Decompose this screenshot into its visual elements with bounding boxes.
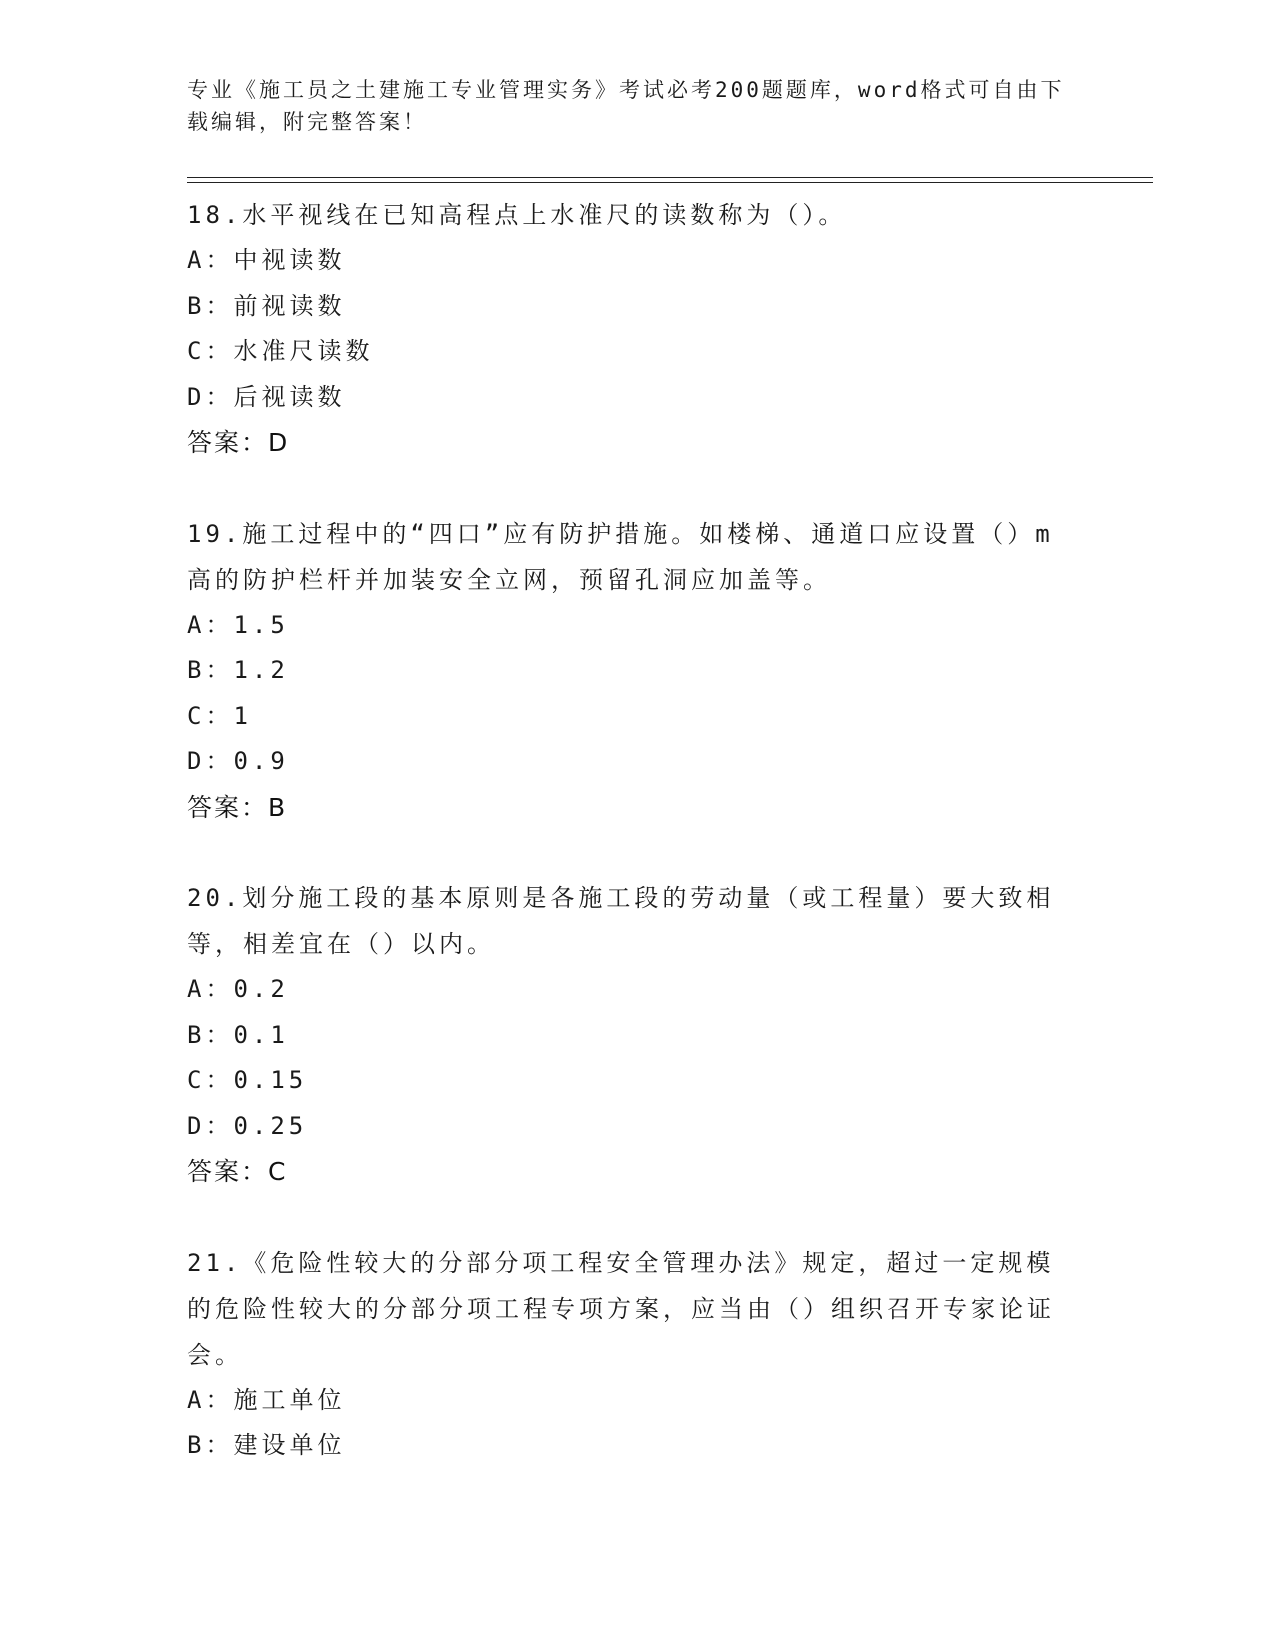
question-list (187, 192, 1067, 1514)
question-19 (187, 511, 1067, 831)
question-stem: 19.施工过程中的“四口”应有防护措施。如楼梯、通道口应设置（）m高的防护栏杆并加装安全立网，预留孔洞应加盖等。 (187, 519, 1054, 594)
question-18 (187, 192, 1067, 466)
option-a: A：1.5 (187, 610, 289, 639)
option-a: A：0.2 (187, 975, 289, 1003)
option-a: A：中视读数 (187, 246, 346, 274)
option-c: C：0.15 (187, 1066, 308, 1094)
question-20 (187, 875, 1067, 1195)
document-header: 专业《施工员之土建施工专业管理实务》考试必考200题题库，word格式可自由下载编辑，附完整答案！ (187, 78, 1065, 134)
question-stem: 18.水平视线在已知高程点上水准尺的读数称为（）。 (187, 201, 847, 229)
option-b: B：0.1 (187, 1020, 289, 1049)
option-a: A：施工单位 (187, 1385, 346, 1414)
option-c: C：水准尺读数 (187, 337, 374, 365)
option-d: D：0.9 (187, 747, 289, 775)
option-b: B：建设单位 (187, 1431, 346, 1459)
question-stem: 21.《危险性较大的分部分项工程安全管理办法》规定，超过一定规模的危险性较大的分部分项工程专项方案，应当由（）组织召开专家论证会。 (187, 1248, 1055, 1369)
question-21 (187, 1240, 1067, 1469)
header-divider-top (187, 177, 1153, 178)
option-d: D：后视读数 (187, 382, 346, 411)
option-b: B：1.2 (187, 656, 289, 684)
header-divider-bottom (187, 182, 1153, 183)
option-c: C：1 (187, 701, 252, 730)
answer-line: 答案：D (187, 428, 290, 457)
option-d: D：0.25 (187, 1111, 308, 1140)
answer-line: 答案：C (187, 1157, 288, 1186)
option-b: B：前视读数 (187, 291, 346, 320)
answer-line: 答案：B (187, 792, 288, 822)
question-stem: 20.划分施工段的基本原则是各施工段的劳动量（或工程量）要大致相等，相差宜在（）以内。 (187, 884, 1055, 958)
